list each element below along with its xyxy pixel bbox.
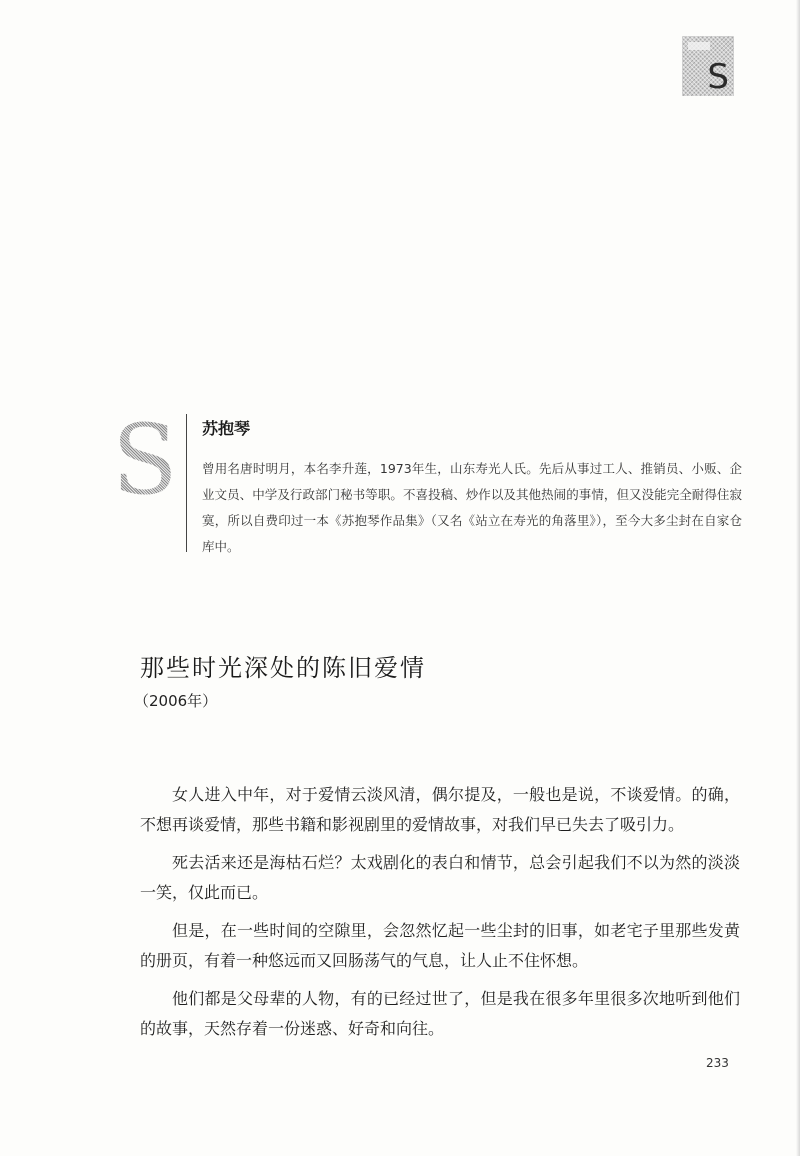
article-year: （2006年）	[134, 692, 218, 710]
author-initial-graphic: S	[112, 404, 178, 516]
paragraph: 但是，在一些时间的空隙里，会忽然忆起一些尘封的旧事，如老宅子里那些发黄的册页，有着一种悠远而又回肠荡气的气息，让人止不住怀想。	[140, 921, 740, 970]
article-title: 那些时光深处的陈旧爱情	[140, 654, 426, 682]
bio-divider	[186, 414, 187, 552]
article-body	[140, 780, 740, 1052]
scan-edge	[796, 0, 800, 1156]
author-bio: 曾用名唐时明月，本名李升莲，1973年生，山东寿光人氏。先后从事过工人、推销员、小贩、企业文员、中学及行政部门秘书等职。不喜投稿、炒作以及其他热闹的事情，但又没能完全耐得住寂寞，所以自费印过一本《苏抱琴作品集》（又名《站立在寿光的角落里》），至今大多尘封在自家仓库中。	[202, 461, 742, 554]
author-name: 苏抱琴	[202, 419, 251, 438]
tab-decoration	[688, 42, 710, 50]
section-letter: S	[707, 57, 729, 97]
paragraph: 死去活来还是海枯石烂？太戏剧化的表白和情节，总会引起我们不以为然的淡淡一笑，仅此而已。	[140, 853, 740, 902]
paragraph: 他们都是父母辈的人物，有的已经过世了，但是我在很多年里很多次地听到他们的故事，天然存着一份迷惑、好奇和向往。	[140, 989, 740, 1038]
section-tab	[682, 36, 734, 96]
page-number: 233	[706, 1056, 729, 1070]
paragraph: 女人进入中年，对于爱情云淡风清，偶尔提及，一般也是说，不谈爱情。的确，不想再谈爱情，那些书籍和影视剧里的爱情故事，对我们早已失去了吸引力。	[140, 785, 740, 834]
